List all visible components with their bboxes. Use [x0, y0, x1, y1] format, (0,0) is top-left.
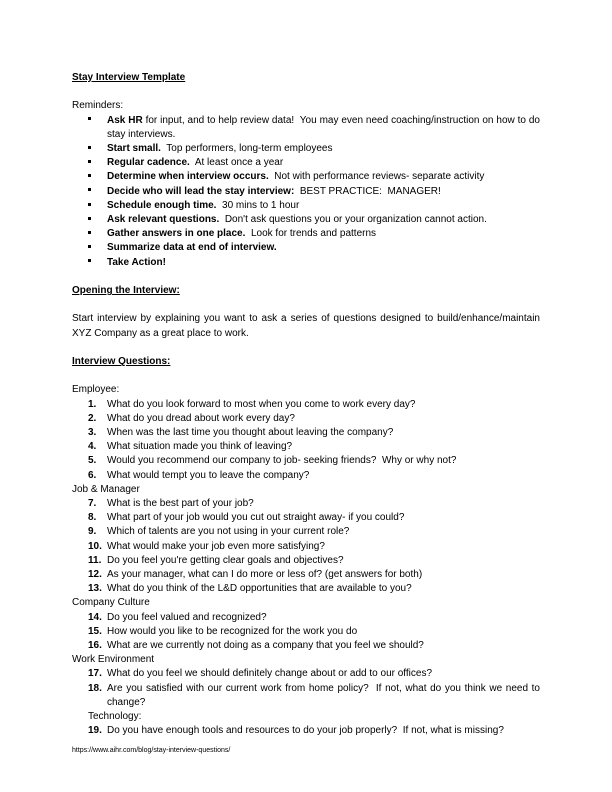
- question-number: 17.: [88, 668, 102, 680]
- list-item: [72, 142, 540, 156]
- question-row: [72, 540, 540, 554]
- group-label-technology: Technology:: [88, 711, 142, 723]
- list-item-text: [107, 241, 540, 255]
- question-number: 14.: [88, 611, 102, 623]
- list-item-text: [107, 256, 540, 270]
- question-row: [72, 667, 540, 681]
- question-row: [72, 426, 540, 440]
- question-text: Which of talents are you not using in your current role?: [107, 526, 350, 538]
- list-item: [72, 241, 540, 255]
- group-label-company-culture: Company Culture: [72, 597, 150, 609]
- list-item-lead: Summarize data at end of interview.: [107, 242, 277, 254]
- list-item-text: [107, 156, 540, 170]
- spacer: [72, 341, 540, 355]
- question-number: 10.: [88, 540, 102, 552]
- list-item-lead: Regular cadence.: [107, 157, 190, 169]
- bullet-icon: [88, 114, 107, 142]
- question-text: What would tempt you to leave the company?: [107, 469, 310, 481]
- questions-heading: Interview Questions:: [72, 356, 171, 367]
- question-text: Do you have enough tools and resources to do your job properly? If not, what is missing?: [107, 725, 504, 737]
- question-row: [72, 682, 543, 710]
- question-number: 5.: [88, 455, 97, 467]
- question-text: Would you recommend our company to job- seeking friends? Why or why not?: [107, 455, 457, 467]
- list-item-text: [107, 199, 540, 213]
- spacer: [72, 369, 540, 383]
- bullet-icon: [88, 213, 107, 227]
- question-number: 1.: [88, 398, 97, 410]
- list-item-text: [107, 213, 540, 227]
- list-item-rest: for input, and to help review data! You may even need coaching/instruction on how to do stay interviews.: [107, 114, 543, 140]
- opening-paragraph: Start interview by explaining you want to ask a series of questions designed to build/enhance/maintain XYZ Company as a great place to work.: [72, 313, 543, 339]
- list-item-text: [107, 170, 540, 184]
- footer-source-url: https://www.aihr.com/blog/stay-interview-questions/: [72, 747, 231, 754]
- reminders-heading: Reminders:: [72, 100, 124, 112]
- list-item-text: [107, 142, 540, 156]
- question-number: 19.: [88, 725, 102, 737]
- question-text: What are we currently not doing as a company that you feel we should?: [107, 640, 424, 652]
- list-item: [72, 227, 540, 241]
- group-label-work-environment: Work Environment: [72, 654, 155, 666]
- question-row: [72, 582, 540, 596]
- list-item-lead: Determine when interview occurs.: [107, 171, 269, 183]
- question-text: Do you feel valued and recognized?: [107, 611, 267, 623]
- question-number: 9.: [88, 526, 97, 538]
- bullet-icon: [88, 241, 107, 255]
- list-item: [72, 170, 540, 184]
- list-item-lead: Schedule enough time.: [107, 199, 217, 211]
- list-item-text: [107, 185, 540, 199]
- question-row: [72, 469, 540, 483]
- question-row: [72, 412, 540, 426]
- list-item-rest: 30 mins to 1 hour: [216, 199, 300, 211]
- question-number: 12.: [88, 569, 102, 581]
- question-number: 4.: [88, 441, 97, 453]
- opening-heading: Opening the Interview:: [72, 285, 180, 297]
- spacer: [72, 298, 540, 312]
- question-number: 13.: [88, 583, 102, 595]
- list-item-lead: Gather answers in one place.: [107, 228, 246, 240]
- question-text: Do you feel you're getting clear goals and objectives?: [107, 554, 344, 566]
- bullet-icon: [88, 227, 107, 241]
- spacer: [72, 270, 540, 284]
- question-row: [72, 525, 540, 539]
- list-item-lead: Ask HR: [107, 114, 143, 126]
- question-number: 6.: [88, 469, 97, 481]
- bullet-icon: [88, 256, 107, 270]
- list-item-lead: Ask relevant questions.: [107, 214, 220, 226]
- group-label-job-manager: Job & Manager: [72, 483, 140, 495]
- bullet-icon: [88, 185, 107, 199]
- group-label-employee: Employee:: [72, 384, 120, 396]
- question-number: 18.: [88, 682, 102, 694]
- page-title: Stay Interview Template: [72, 72, 186, 83]
- question-row: [72, 724, 540, 738]
- spacer: [72, 85, 540, 99]
- question-text: What do you feel we should definitely change about or add to our offices?: [107, 668, 433, 680]
- list-item-lead: Start small.: [107, 143, 161, 154]
- list-item-rest: Don't ask questions you or your organization cannot action.: [219, 214, 487, 226]
- list-item-rest: At least once a year: [189, 157, 284, 169]
- question-number: 15.: [88, 625, 102, 637]
- question-text: What part of your job would you cut out straight away- if you could?: [107, 512, 405, 524]
- list-item: [72, 156, 540, 170]
- reminders-list: [72, 114, 543, 270]
- list-item-lead: Take Action!: [107, 256, 166, 268]
- bullet-icon: [88, 156, 107, 170]
- list-item-rest: Top performers, long-term employees: [160, 143, 333, 154]
- list-item: [72, 199, 540, 213]
- question-row: [72, 639, 540, 653]
- question-number: 3.: [88, 427, 97, 438]
- list-item-rest: Not with performance reviews- separate activity: [268, 171, 485, 183]
- question-row: [72, 568, 540, 582]
- question-text: Are you satisfied with our current work from home policy? If not, what do you think we need to change?: [107, 682, 543, 708]
- question-text: As your manager, what can I do more or less of? (get answers for both): [107, 569, 423, 581]
- list-item-text: [107, 114, 543, 142]
- question-row: [72, 454, 540, 468]
- question-number: 11.: [88, 554, 102, 566]
- question-row: [72, 611, 540, 625]
- question-text: What is the best part of your job?: [107, 498, 254, 510]
- question-row: [72, 398, 540, 412]
- question-number: 8.: [88, 512, 97, 524]
- question-text: What would make your job even more satisfying?: [107, 540, 325, 552]
- question-text: What situation made you think of leaving?: [107, 441, 293, 453]
- bullet-icon: [88, 199, 107, 213]
- question-text: What do you dread about work every day?: [107, 412, 295, 424]
- list-item: [72, 213, 540, 227]
- question-number: 2.: [88, 412, 97, 424]
- question-text: What do you think of the L&D opportunities that are available to you?: [107, 583, 412, 595]
- list-item-text: [107, 227, 540, 241]
- list-item: [72, 185, 540, 199]
- question-row: [72, 497, 540, 511]
- list-item: [72, 256, 540, 270]
- question-text: How would you like to be recognized for the work you do: [107, 625, 358, 637]
- question-text: What do you look forward to most when you come to work every day?: [107, 398, 416, 410]
- question-row: [72, 625, 540, 639]
- question-row: [72, 554, 540, 568]
- question-row: [72, 440, 540, 454]
- question-row: [72, 511, 540, 525]
- question-text: When was the last time you thought about leaving the company?: [107, 427, 394, 438]
- bullet-icon: [88, 170, 107, 184]
- list-item: [72, 114, 543, 142]
- list-item-rest: BEST PRACTICE: MANAGER!: [294, 185, 441, 197]
- list-item-rest: Look for trends and patterns: [245, 228, 377, 240]
- bullet-icon: [88, 142, 107, 156]
- question-number: 16.: [88, 640, 102, 652]
- question-number: 7.: [88, 498, 97, 510]
- list-item-lead: Decide who will lead the stay interview:: [107, 185, 295, 197]
